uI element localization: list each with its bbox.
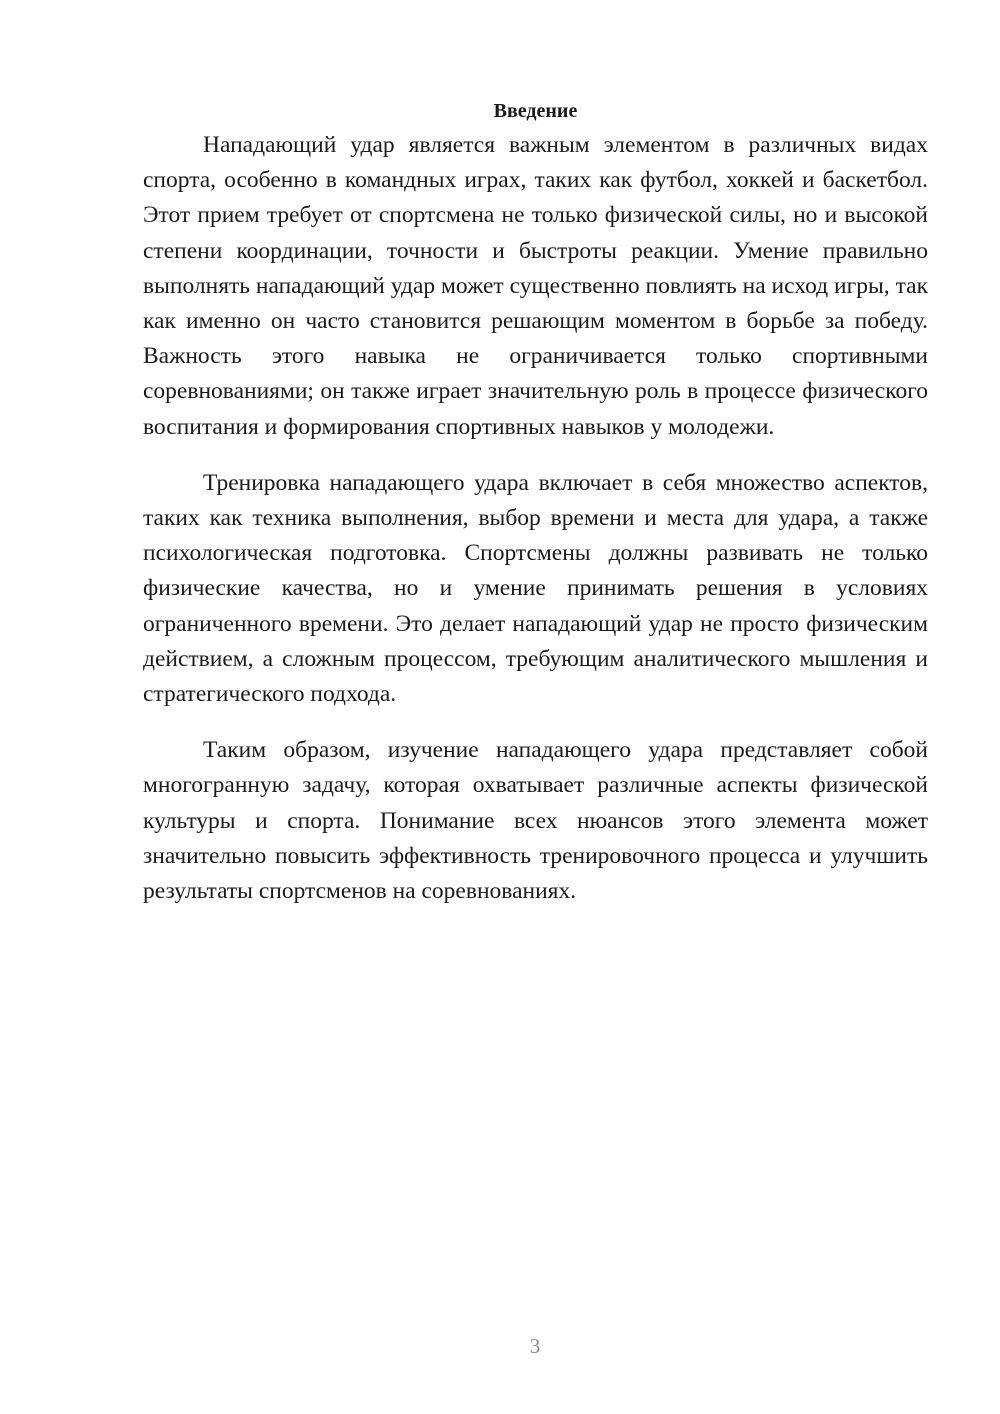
paragraph-3: Таким образом, изучение нападающего удара представляет собой многогранную задачу, которая охватывает различные аспекты физической культуры и спорта. Понимание всех нюансов этого элемента может значительно повысить эффективность тренировочного процесса и улучшить результаты спортсменов на соревнованиях. xyxy=(143,737,928,905)
section-title: Введение xyxy=(493,100,578,122)
paragraph-1: Нападающий удар является важным элементом в различных видах спорта, особенно в командных играх, таких как футбол, хоккей и баскетбол. Этот прием требует от спортсмена не только физической силы, но и высокой степени координации, точности и быстроты реакции. Умение правильно выполнять нападающий удар может существенно повлиять на исход игры, так как именно он часто становится решающим моментом в борьбе за победу. Важность этого навыка не ограничивается только спортивными соревнованиями; он также играет значительную роль в процессе физического воспитания и формирования спортивных навыков у молодежи. xyxy=(143,132,928,440)
paragraph-2: Тренировка нападающего удара включает в себя множество аспектов, таких как техника выполнения, выбор времени и места для удара, а также психологическая подготовка. Спортсмены должны развивать не только физические качества, но и умение принимать решения в условиях ограниченного времени. Это делает нападающий удар не просто физическим действием, а сложным процессом, требующим аналитического мышления и стратегического подхода. xyxy=(143,469,928,708)
page-content xyxy=(143,94,928,909)
page-number: 3 xyxy=(529,1334,541,1358)
